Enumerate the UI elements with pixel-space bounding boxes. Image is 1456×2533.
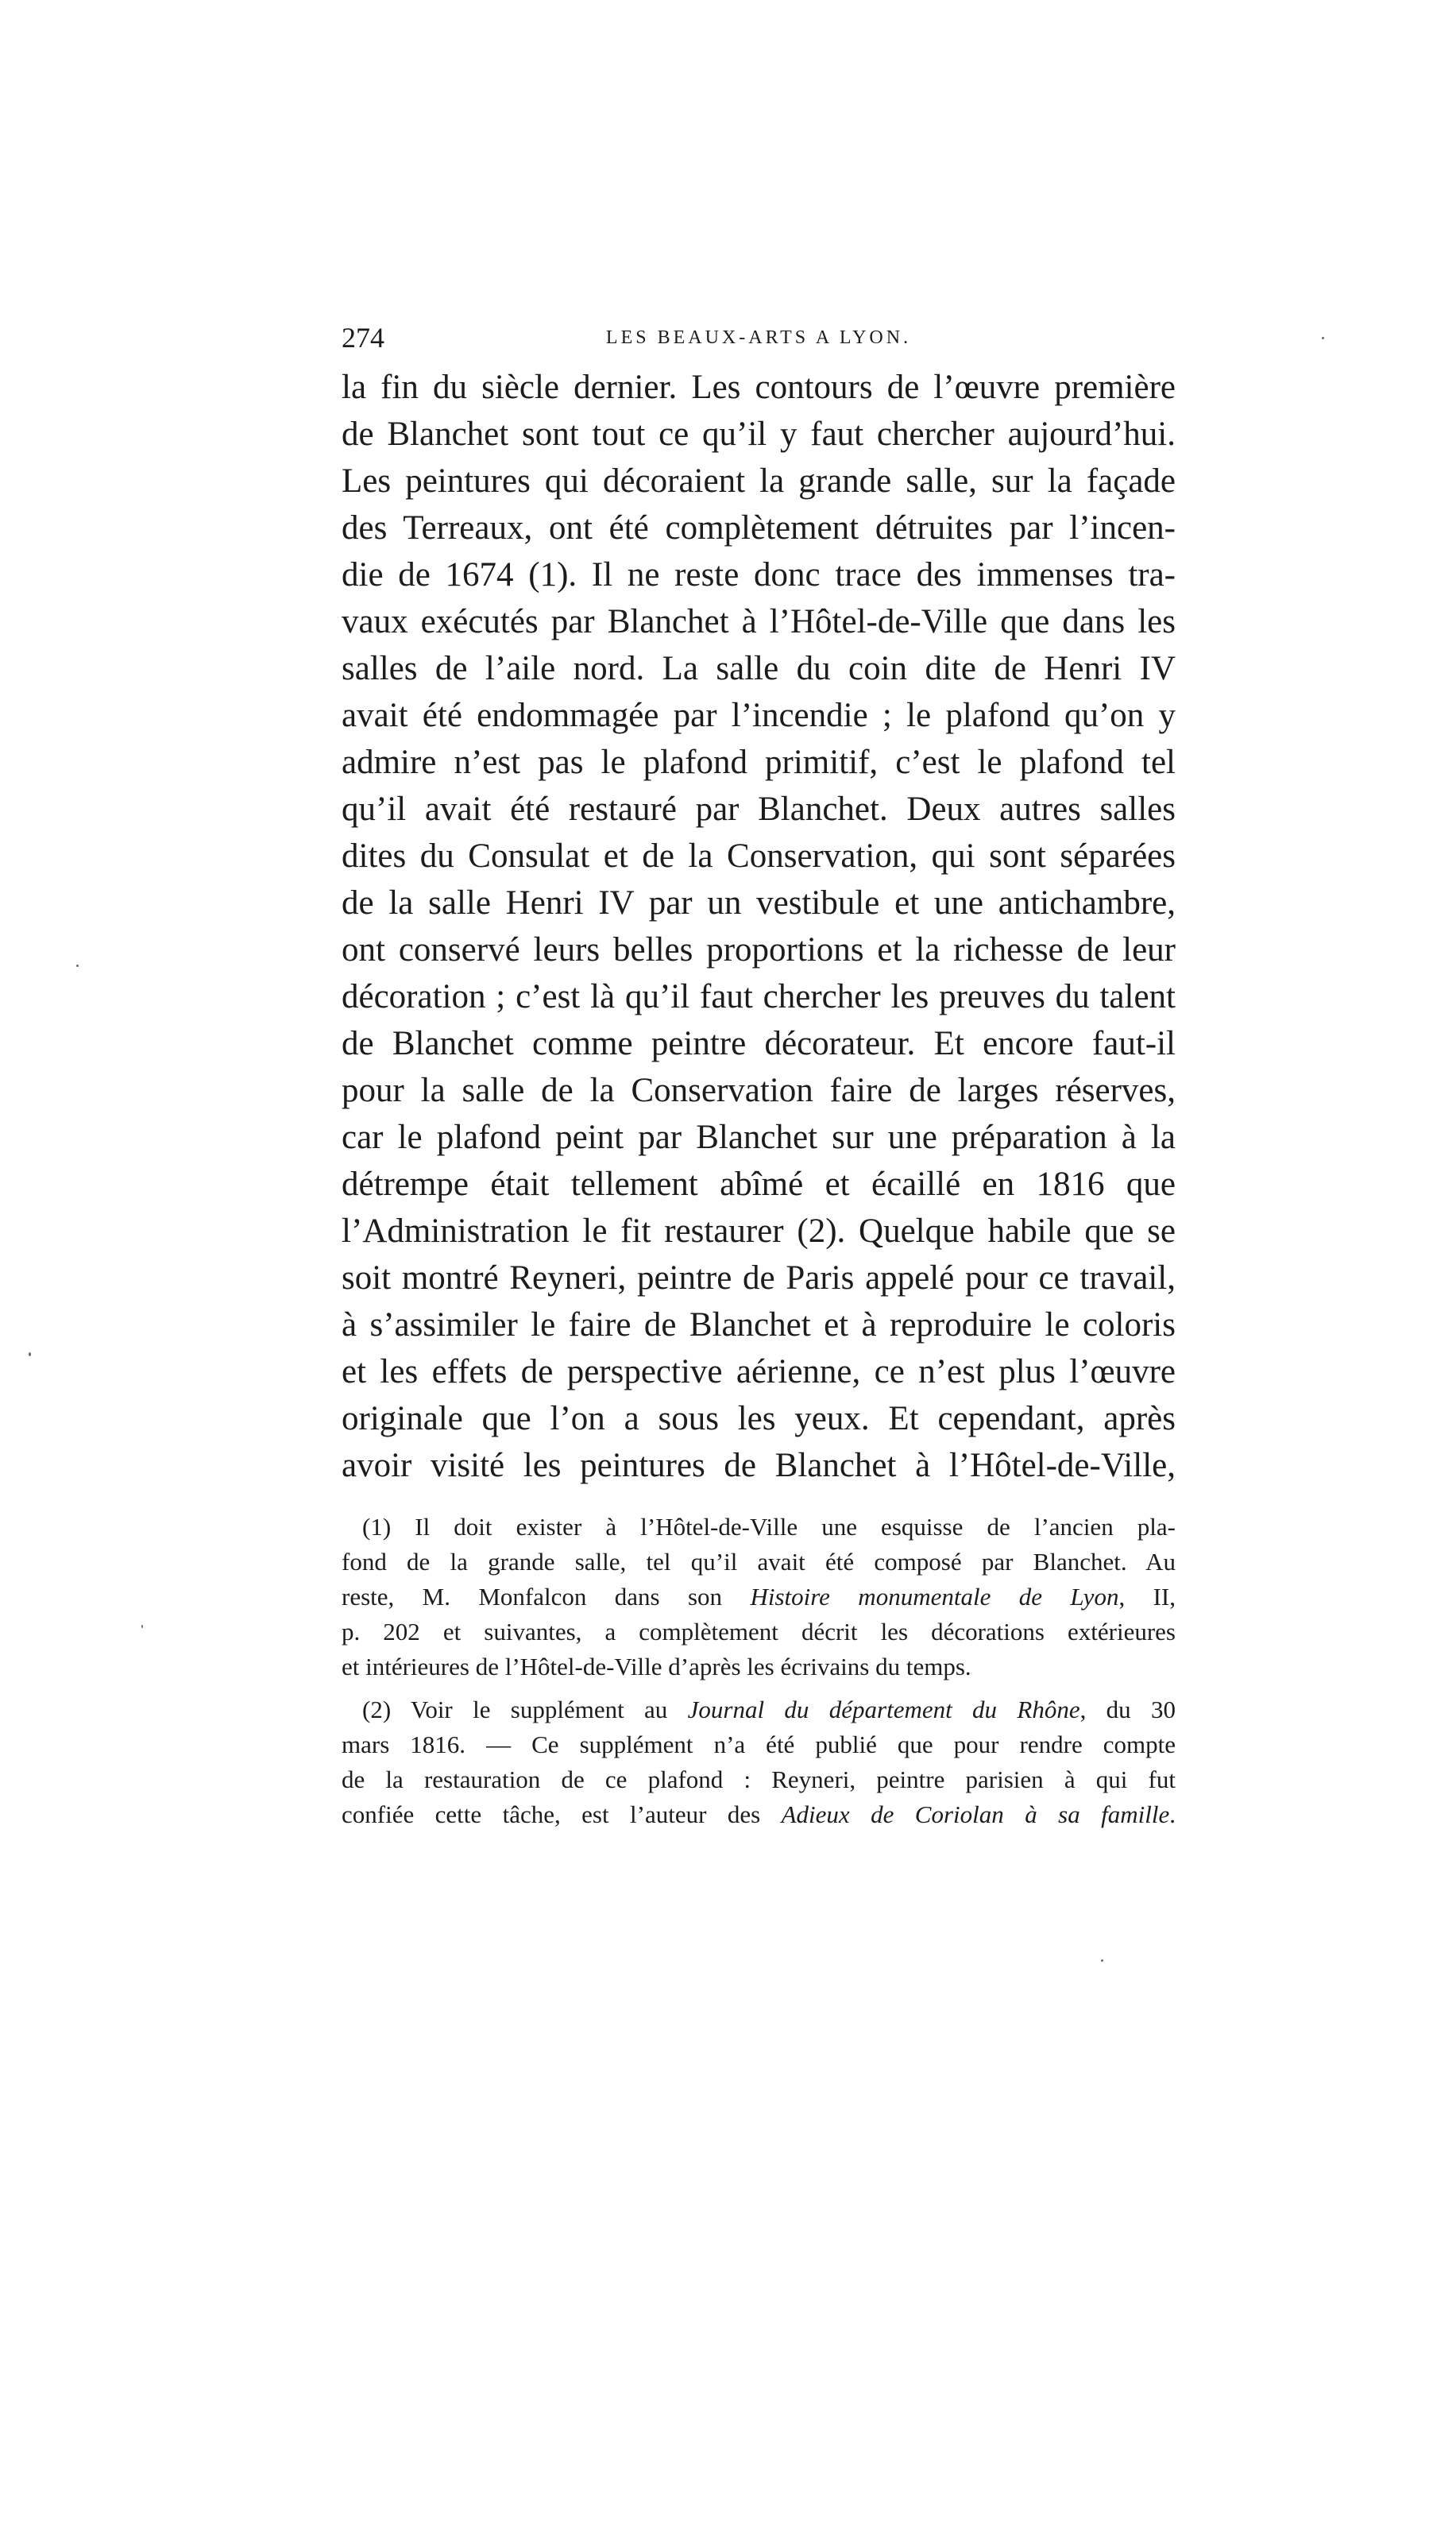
running-title: LES BEAUX-ARTS A LYON. xyxy=(605,327,912,348)
body-line: à s’assimiler le faire de Blanchet et à reproduire le coloris xyxy=(342,1306,1176,1344)
footnote-book-title: Histoire monumentale de Lyon xyxy=(750,1583,1119,1611)
footnote-text: , II, xyxy=(1118,1583,1176,1611)
body-line: die de 1674 (1). Il ne reste donc trace des immenses tra- xyxy=(342,556,1176,594)
footnote-line xyxy=(342,1797,1176,1832)
body-line: avoir visité les peintures de Blanchet à l’Hôtel-de-Ville, xyxy=(342,1447,1176,1484)
scan-speck xyxy=(141,1625,143,1628)
body-text xyxy=(342,364,1176,1489)
footnote-line xyxy=(342,1692,1176,1727)
footnote-journal-title: Journal du département du Rhône xyxy=(687,1696,1080,1723)
body-line: car le plafond peint par Blanchet sur une préparation à la xyxy=(342,1119,1176,1156)
body-line: et les effets de perspective aérienne, ce n’est plus l’œuvre xyxy=(342,1353,1176,1390)
footnote-text: (2) Voir le supplément au xyxy=(362,1696,688,1723)
footnote-text: , du 30 xyxy=(1079,1696,1176,1723)
body-line: originale que l’on a sous les yeux. Et cependant, après xyxy=(342,1400,1176,1437)
body-line: avait été endommagée par l’incendie ; le plafond qu’on y xyxy=(342,697,1176,734)
body-line: pour la salle de la Conservation faire de larges réserves, xyxy=(342,1072,1176,1109)
footnote-line: fond de la grande salle, tel qu’il avait été composé par Blanchet. Au xyxy=(342,1548,1176,1576)
body-line: de la salle Henri IV par un vestibule et une antichambre, xyxy=(342,884,1176,922)
body-line: qu’il avait été restauré par Blanchet. Deux autres salles xyxy=(342,791,1176,828)
body-line: vaux exécutés par Blanchet à l’Hôtel-de-Ville que dans les xyxy=(342,603,1176,640)
footnotes xyxy=(342,1510,1176,1840)
body-line: salles de l’aile nord. La salle du coin dite de Henri IV xyxy=(342,650,1176,687)
footnote-line: p. 202 et suivantes, a complètement décrit les décorations extérieures xyxy=(342,1618,1176,1645)
body-line: de Blanchet comme peintre décorateur. Et encore faut-il xyxy=(342,1025,1176,1062)
footnote-2 xyxy=(342,1692,1176,1832)
scan-speck xyxy=(29,1352,31,1356)
footnote-line: de la restauration de ce plafond : Reyneri, peintre parisien à qui fut xyxy=(342,1765,1176,1793)
footnote-line: et intérieures de l’Hôtel-de-Ville d’après les écrivains du temps. xyxy=(342,1653,971,1680)
body-line: ont conservé leurs belles proportions et la richesse de leur xyxy=(342,931,1176,969)
body-line: soit montré Reyneri, peintre de Paris appelé pour ce travail, xyxy=(342,1259,1176,1297)
footnote-text: reste, M. Monfalcon dans son xyxy=(342,1583,751,1611)
footnote-text: . xyxy=(1169,1800,1176,1828)
body-line: dites du Consulat et de la Conservation, qui sont séparées xyxy=(342,837,1176,875)
body-line: la fin du siècle dernier. Les contours de l’œuvre première xyxy=(342,369,1176,406)
footnote-text: confiée cette tâche, est l’auteur des xyxy=(342,1800,782,1828)
body-line: de Blanchet sont tout ce qu’il y faut chercher aujourd’hui. xyxy=(342,416,1176,453)
body-line: l’Administration le fit restaurer (2). Quelque habile que se xyxy=(342,1212,1176,1250)
body-line: détrempe était tellement abîmé et écaillé en 1816 que xyxy=(342,1166,1176,1203)
footnote-artwork-title: Adieux de Coriolan à sa famille xyxy=(781,1800,1170,1828)
scan-speck xyxy=(1101,1959,1103,1962)
running-head xyxy=(342,318,1176,358)
body-line: admire n’est pas le plafond primitif, c’est le plafond tel xyxy=(342,744,1176,781)
page-number: 274 xyxy=(342,322,384,354)
footnote-line: mars 1816. — Ce supplément n’a été publié que pour rendre compte xyxy=(342,1731,1176,1758)
body-line: décoration ; c’est là qu’il faut chercher les preuves du talent xyxy=(342,978,1176,1015)
scan-speck xyxy=(76,965,79,967)
scan-speck xyxy=(1322,337,1324,339)
footnote-line xyxy=(342,1580,1176,1615)
body-line: Les peintures qui décoraient la grande salle, sur la façade xyxy=(342,462,1176,500)
footnote-line: (1) Il doit exister à l’Hôtel-de-Ville une esquisse de l’ancien pla- xyxy=(362,1513,1176,1541)
body-line: des Terreaux, ont été complètement détruites par l’incen- xyxy=(342,509,1176,547)
footnote-1 xyxy=(342,1510,1176,1684)
